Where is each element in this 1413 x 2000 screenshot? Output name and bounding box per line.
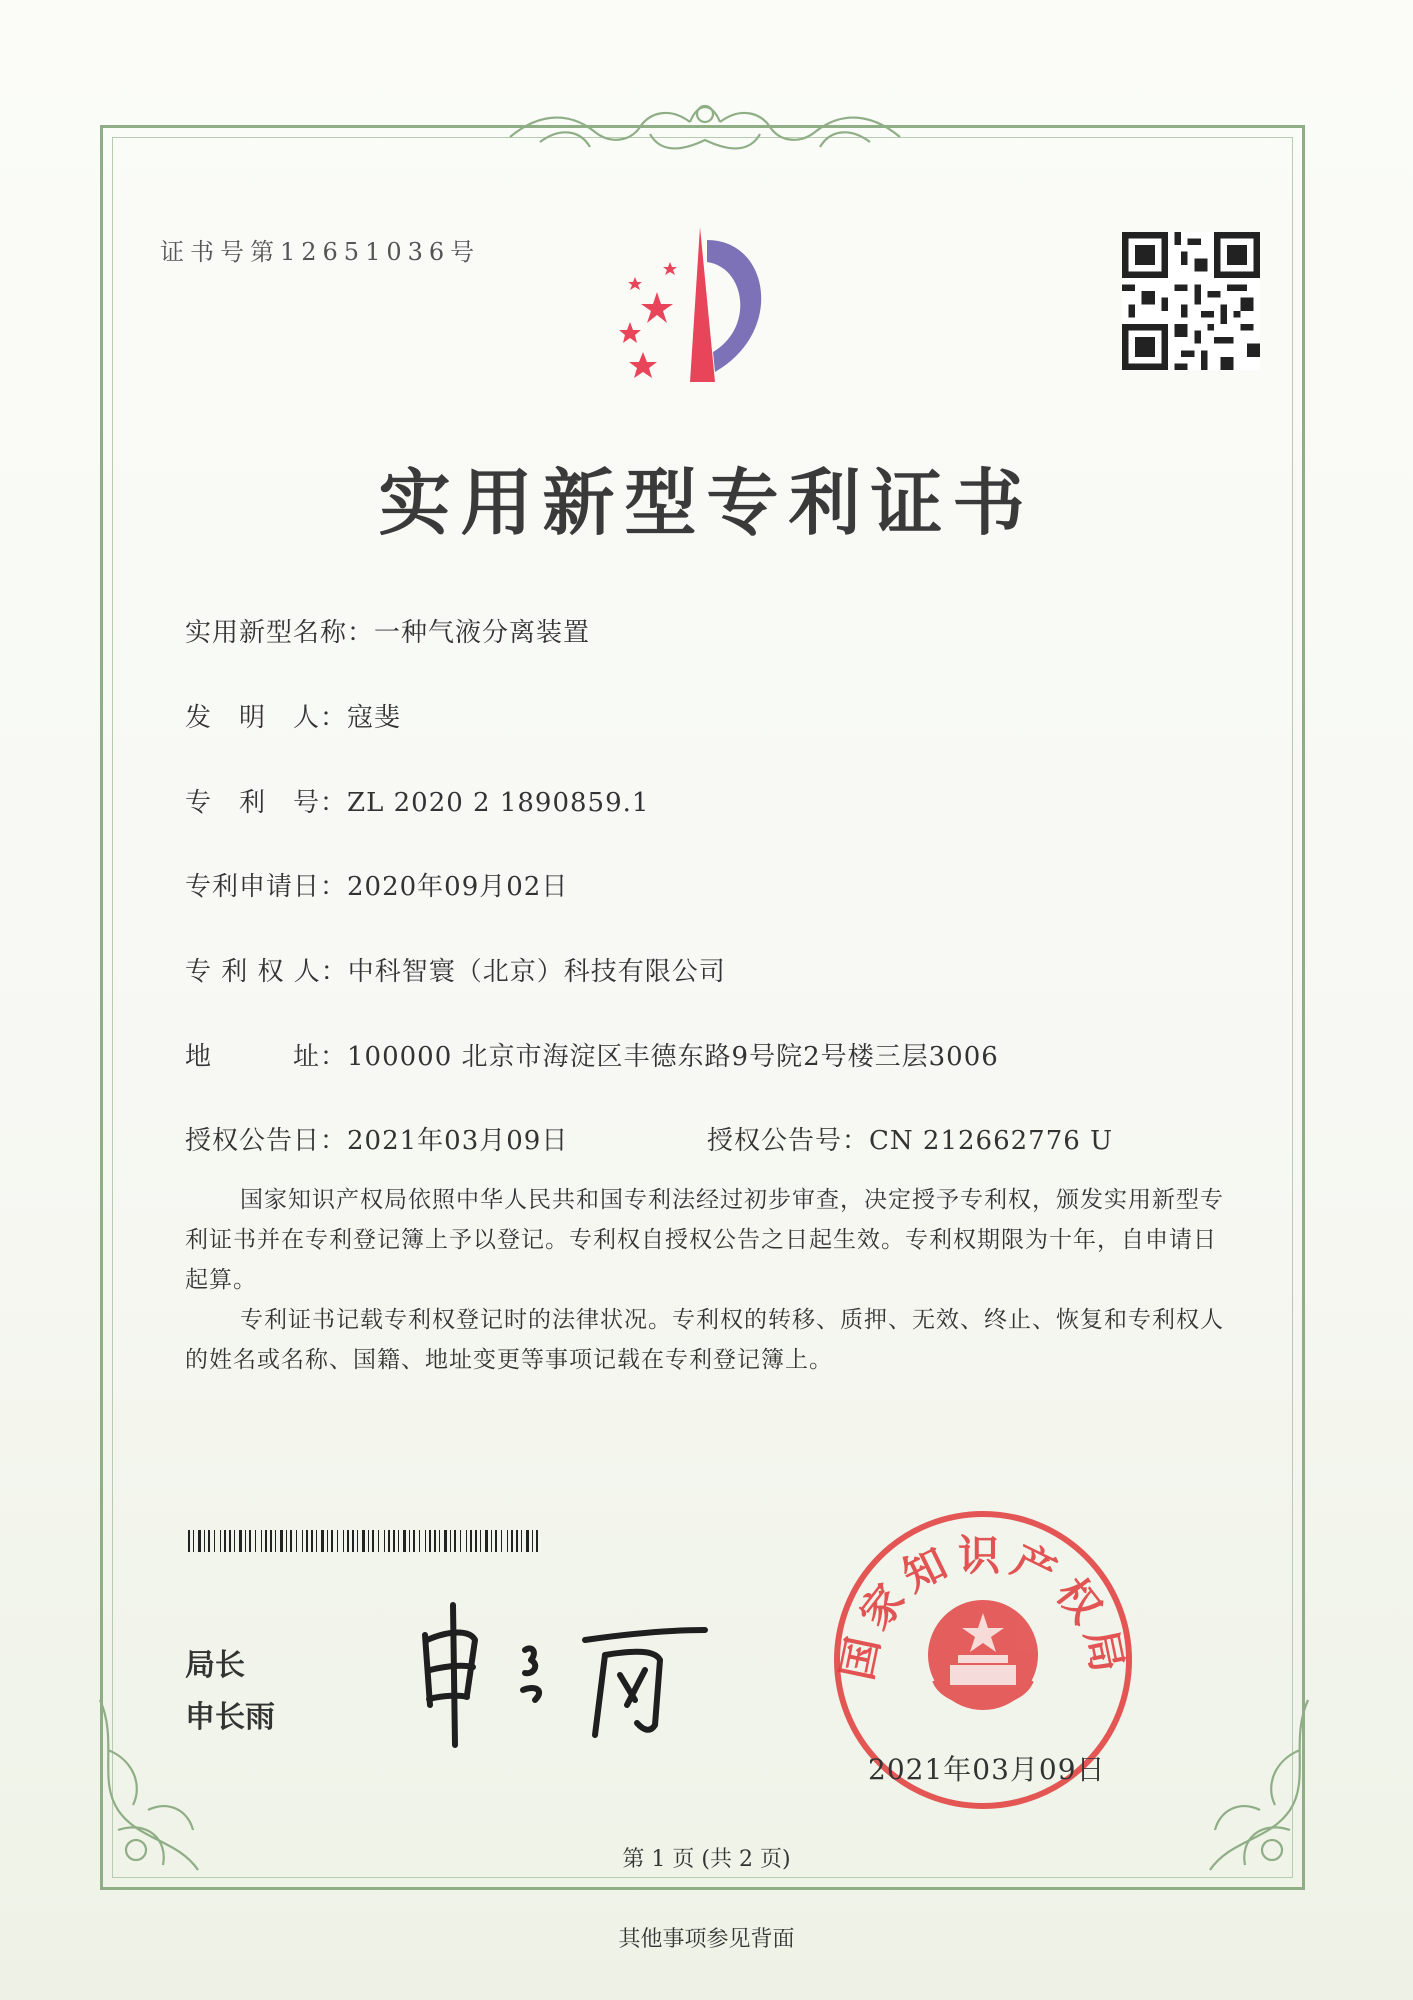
field-value: 2020年09月02日 — [347, 872, 569, 902]
field-label: 专利申请日： — [185, 872, 348, 902]
barcode-icon — [188, 1530, 538, 1552]
qr-code-icon — [1122, 232, 1260, 370]
field-label: 地 址： — [185, 1042, 348, 1072]
director-name: 申长雨 — [185, 1700, 275, 1735]
back-note: 其他事项参见背面 — [618, 1927, 795, 1952]
director-title: 局长 — [185, 1648, 245, 1683]
cnipa-logo-icon — [595, 222, 815, 392]
field-address — [185, 1036, 999, 1073]
field-value: 中科智寰（北京）科技有限公司 — [347, 957, 726, 987]
field-label: 专 利 权 人： — [185, 957, 348, 987]
field-grant-date — [185, 1120, 568, 1157]
seal-date: 2021年03月09日 — [868, 1753, 1106, 1786]
field-label: 授权公告号： — [707, 1126, 870, 1156]
field-label: 发 明 人： — [185, 703, 348, 733]
director-signature — [405, 1595, 725, 1755]
field-label: 专 利 号： — [185, 788, 348, 818]
statement-paragraph-2: 专利证书记载专利权登记时的法律状况。专利权的转移、质押、无效、终止、恢复和专利权人的姓名或名称、国籍、地址变更等事项记载在专利登记簿上。 — [185, 1307, 1224, 1373]
field-value: 2021年03月09日 — [347, 1126, 569, 1156]
field-utility-model-name — [185, 612, 590, 649]
seal-text: 国家知识产权局 — [832, 1530, 1134, 1685]
field-value: ZL 2020 2 1890859.1 — [347, 788, 650, 818]
field-label: 授权公告日： — [185, 1126, 348, 1156]
field-patent-number — [185, 782, 649, 819]
field-value: 100000 北京市海淀区丰德东路9号院2号楼三层3006 — [347, 1042, 999, 1072]
top-ornament-icon — [500, 92, 910, 162]
certificate-number: 证书号第12651036号 — [160, 238, 481, 266]
field-publication-number — [707, 1120, 1113, 1157]
field-value: 寇斐 — [347, 703, 402, 733]
field-value: 一种气液分离装置 — [374, 618, 591, 648]
field-patentee — [185, 951, 726, 988]
field-value: CN 212662776 U — [869, 1126, 1113, 1156]
statement-paragraph-1: 国家知识产权局依照中华人民共和国专利法经过初步审查，决定授予专利权，颁发实用新型专利证书并在专利登记簿上予以登记。专利权自授权公告之日起生效。专利权期限为十年，自申请日起算。 — [185, 1187, 1224, 1293]
field-application-date — [185, 866, 568, 903]
page-number: 第 1 页 (共 2 页) — [622, 1847, 791, 1872]
field-inventor — [185, 697, 401, 734]
certificate-title: 实用新型专利证书 — [378, 460, 1035, 545]
field-label: 实用新型名称： — [185, 618, 375, 648]
